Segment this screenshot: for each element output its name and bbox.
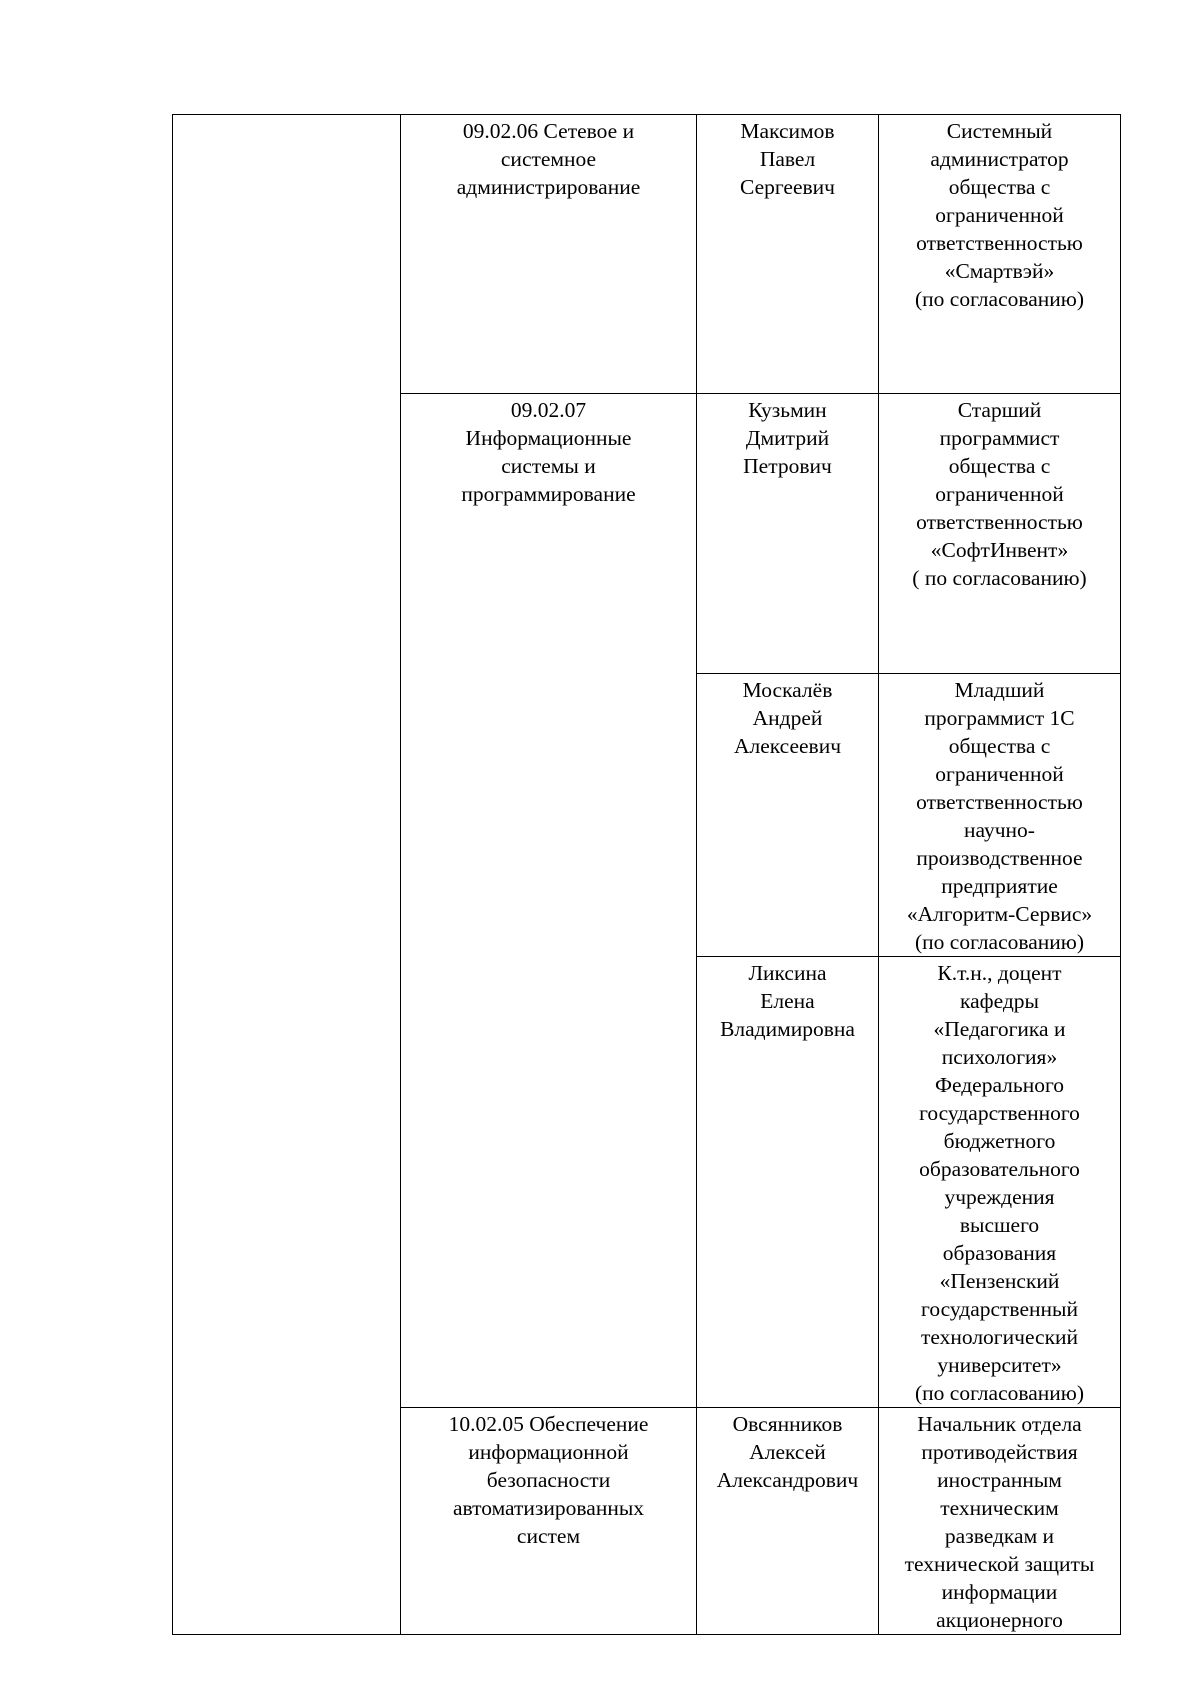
commission-table	[172, 114, 1121, 1635]
table-row	[173, 115, 1121, 394]
member-position-cell: Старший программист общества с ограниченной ответственностью «СофтИнвент» ( по согласованию)	[879, 394, 1121, 674]
member-name-cell: Москалёв Андрей Алексеевич	[697, 674, 879, 957]
specialty-cell: 09.02.07 Информационные системы и программирование	[401, 394, 697, 1408]
member-name-cell: Максимов Павел Сергеевич	[697, 115, 879, 394]
blank-column-cell	[173, 115, 401, 1635]
specialty-cell: 09.02.06 Сетевое и системное администрирование	[401, 115, 697, 394]
member-name-cell: Ликсина Елена Владимировна	[697, 957, 879, 1408]
member-name-cell: Овсянников Алексей Александрович	[697, 1408, 879, 1635]
member-name-cell: Кузьмин Дмитрий Петрович	[697, 394, 879, 674]
member-position-cell: К.т.н., доцент кафедры «Педагогика и психология» Федерального государственного бюджетного образовательного учреждения высшего образования «Пензенский государственный технологический университет» (по согласованию)	[879, 957, 1121, 1408]
member-position-cell: Системный администратор общества с ограниченной ответственностью «Смартвэй» (по согласованию)	[879, 115, 1121, 394]
member-position-cell: Начальник отдела противодействия иностранным техническим разведкам и технической защиты информации акционерного	[879, 1408, 1121, 1635]
specialty-cell: 10.02.05 Обеспечение информационной безопасности автоматизированных систем	[401, 1408, 697, 1635]
member-position-cell: Младший программист 1С общества с ограниченной ответственностью научно- производственное предприятие «Алгоритм-Сервис» (по согласованию)	[879, 674, 1121, 957]
